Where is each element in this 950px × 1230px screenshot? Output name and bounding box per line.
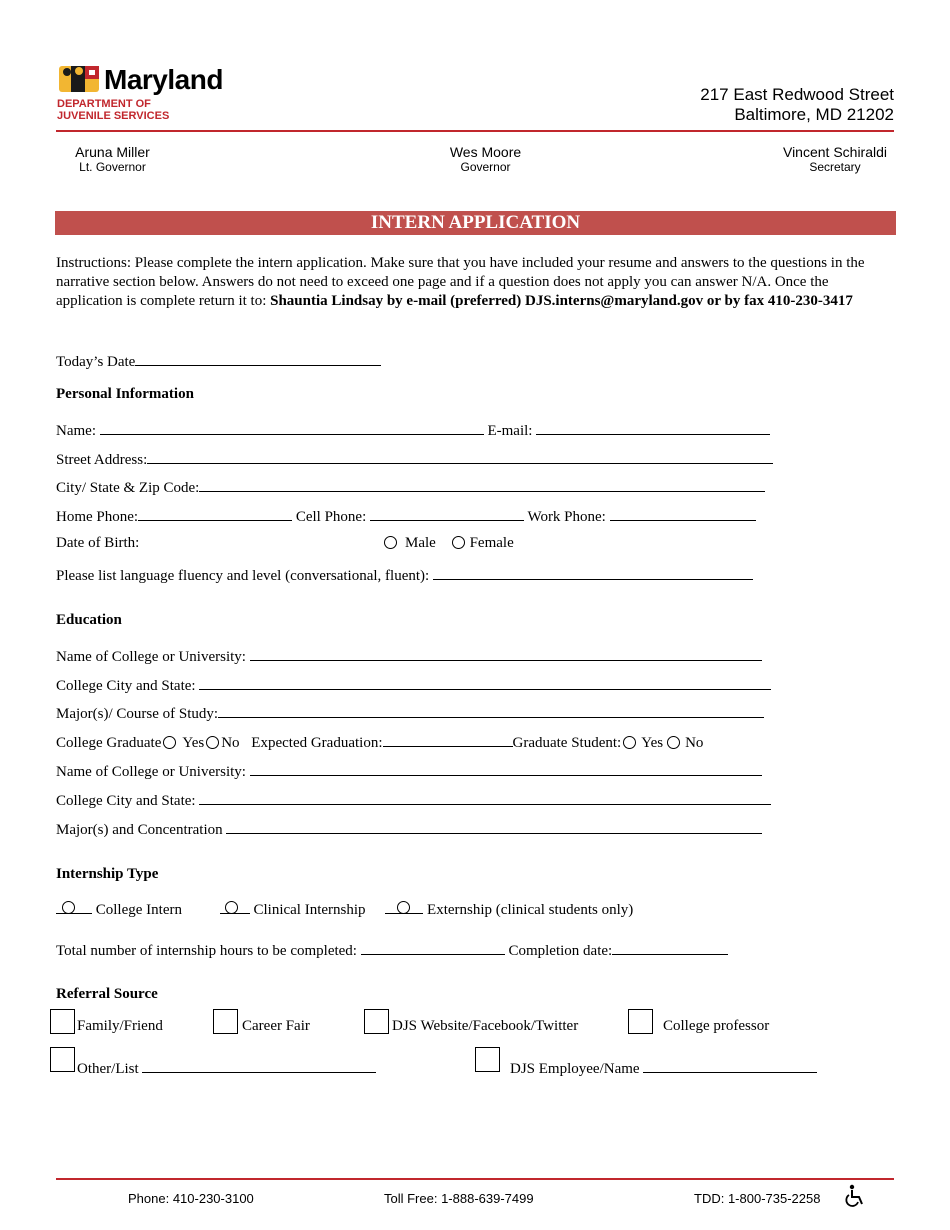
externship-label: Externship (clinical students only) [427, 902, 634, 918]
footer-tdd: TDD: 1-800-735-2258 [694, 1191, 821, 1206]
personal-info-heading: Personal Information [56, 386, 194, 402]
logo [57, 60, 242, 126]
city1-row [56, 674, 771, 695]
dob-row [56, 535, 139, 552]
gender-options [382, 535, 514, 552]
address-line-1: 217 East Redwood Street [700, 85, 894, 104]
other-list-text: Other/List [77, 1061, 139, 1077]
email-field[interactable] [536, 419, 770, 435]
work-phone-field[interactable] [610, 505, 756, 521]
street-field[interactable] [147, 448, 773, 464]
city-state-zip-field[interactable] [199, 476, 765, 492]
official-title: Governor [460, 160, 511, 174]
name-label: Name: [56, 423, 96, 439]
graduate-yes-label: Yes [182, 735, 205, 751]
clinical-internship-label: Clinical Internship [253, 902, 366, 918]
address-line-2: Baltimore, MD 21202 [734, 105, 894, 124]
expected-graduation-label: Expected Graduation: [251, 735, 383, 751]
college-intern-option[interactable] [56, 898, 92, 914]
official-name: Aruna Miller [75, 144, 150, 160]
todays-date-label: Today’s Date [56, 354, 136, 370]
language-row [56, 564, 753, 585]
expected-graduation-field[interactable] [383, 731, 513, 747]
footer-rule [56, 1178, 894, 1180]
college1-field[interactable] [250, 645, 762, 661]
hours-label: Total number of internship hours to be completed: [56, 943, 357, 959]
name-row [56, 419, 770, 440]
djs-employee-field[interactable] [643, 1057, 817, 1073]
grad-student-yes-label: Yes [641, 735, 664, 751]
djs-employee-label [510, 1057, 817, 1078]
family-friend-label: Family/Friend [77, 1018, 163, 1034]
phone-row [56, 505, 756, 526]
completion-date-field[interactable] [612, 939, 728, 955]
page-title: INTERN APPLICATION [370, 212, 581, 233]
city-label: City/ State & Zip Code: [56, 480, 200, 496]
major-label: Major(s)/ Course of Study: [56, 706, 219, 722]
maryland-flag-icon [57, 60, 103, 94]
internship-type-heading: Internship Type [56, 866, 159, 882]
home-phone-field[interactable] [138, 505, 292, 521]
hours-row [56, 939, 728, 960]
official-name: Wes Moore [449, 144, 522, 160]
grad-student-no-label: No [685, 735, 704, 751]
grad-student-no-radio[interactable] [667, 736, 680, 749]
official-title: Lt. Governor [79, 160, 146, 174]
externship-option[interactable] [385, 898, 423, 914]
graduate-no-radio[interactable] [206, 736, 219, 749]
college2-row [56, 760, 762, 781]
email-label: E-mail: [487, 423, 533, 439]
college-intern-radio[interactable] [62, 901, 75, 914]
page-title-banner [55, 211, 896, 235]
graduation-row [56, 731, 703, 752]
internship-type-options [56, 898, 633, 919]
official-title: Secretary [809, 160, 861, 174]
instructions-contact: Shauntia Lindsay by e-mail (preferred) DJS.interns@maryland.gov or by fax 410-230-3417 [270, 293, 853, 309]
grad-student-yes-radio[interactable] [623, 736, 636, 749]
official-name: Vincent Schiraldi [782, 144, 888, 160]
dob-label: Date of Birth: [56, 535, 140, 551]
major-row [56, 702, 764, 723]
clinical-internship-radio[interactable] [225, 901, 238, 914]
language-field[interactable] [433, 564, 753, 580]
female-radio[interactable] [452, 536, 465, 549]
city1-label: College City and State: [56, 678, 196, 694]
college1-city-field[interactable] [199, 674, 771, 690]
concentration-field[interactable] [226, 818, 762, 834]
referral-source-heading: Referral Source [56, 986, 158, 1002]
todays-date-row [56, 350, 381, 371]
college-graduate-label: College Graduate [56, 735, 162, 751]
clinical-internship-option[interactable] [220, 898, 250, 914]
logo-state-name: Maryland [104, 64, 223, 95]
street-label: Street Address: [56, 452, 148, 468]
work-phone-label: Work Phone: [527, 509, 606, 525]
other-list-checkbox[interactable] [50, 1047, 75, 1072]
djs-website-label: DJS Website/Facebook/Twitter [392, 1018, 579, 1034]
college-intern-label: College Intern [95, 902, 182, 918]
official-governor [413, 144, 558, 174]
male-label: Male [405, 535, 436, 551]
todays-date-field[interactable] [135, 350, 381, 366]
college1-label: Name of College or University: [56, 649, 246, 665]
college2-city-field[interactable] [199, 789, 771, 805]
city-row [56, 476, 765, 497]
instructions [56, 254, 896, 311]
other-list-field[interactable] [142, 1057, 376, 1073]
other-list-label [77, 1057, 376, 1078]
street-row [56, 448, 773, 469]
college-professor-checkbox[interactable] [628, 1009, 653, 1034]
hours-field[interactable] [361, 939, 505, 955]
career-fair-checkbox[interactable] [213, 1009, 238, 1034]
career-fair-label: Career Fair [242, 1018, 310, 1034]
city2-label: College City and State: [56, 793, 196, 809]
graduate-student-label: Graduate Student: [512, 735, 622, 751]
logo-dept-line2: JUVENILE SERVICES [57, 110, 170, 122]
graduate-no-label: No [221, 735, 240, 751]
home-phone-label: Home Phone: [56, 509, 139, 525]
djs-employee-text: DJS Employee/Name [510, 1061, 640, 1077]
family-friend-checkbox[interactable] [50, 1009, 75, 1034]
city2-row [56, 789, 771, 810]
graduate-yes-radio[interactable] [163, 736, 176, 749]
college-professor-label: College professor [663, 1018, 770, 1034]
djs-website-checkbox[interactable] [364, 1009, 389, 1034]
official-secretary [760, 144, 910, 174]
cell-phone-field[interactable] [370, 505, 524, 521]
completion-date-label: Completion date: [508, 943, 613, 959]
college1-row [56, 645, 762, 666]
female-label: Female [469, 535, 514, 551]
djs-employee-checkbox[interactable] [475, 1047, 500, 1072]
language-label: Please list language fluency and level (conversational, fluent): [56, 568, 430, 584]
footer-phone: Phone: 410-230-3100 [128, 1191, 254, 1206]
concentration-label: Major(s) and Concentration [56, 822, 223, 838]
externship-radio[interactable] [397, 901, 410, 914]
cell-phone-label: Cell Phone: [295, 509, 367, 525]
name-field[interactable] [100, 419, 484, 435]
major-field[interactable] [218, 702, 764, 718]
college2-label: Name of College or University: [56, 764, 246, 780]
male-radio[interactable] [384, 536, 397, 549]
college2-field[interactable] [250, 760, 762, 776]
instructions-text: Instructions: Please complete the intern application. Make sure that you have included your resume and answers to the questions in the narrative section below. Answers do not need to exceed one page and if a question does not apply you can answer N/A. Once the application is complete return it to: [56, 255, 865, 309]
footer-toll-free: Toll Free: 1-888-639-7499 [384, 1191, 534, 1206]
education-heading: Education [56, 612, 122, 628]
logo-dept-line1: DEPARTMENT OF [57, 98, 151, 110]
concentration-row [56, 818, 762, 839]
header-rule [56, 130, 894, 132]
official-lt-governor [40, 144, 185, 174]
wheelchair-icon [844, 1184, 866, 1208]
